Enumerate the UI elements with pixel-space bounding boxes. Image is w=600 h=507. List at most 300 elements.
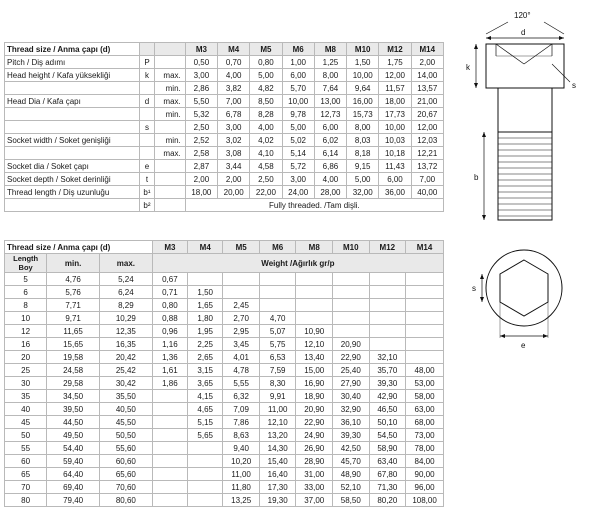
cell: 5,55 [223, 377, 260, 390]
max-value: 60,60 [99, 455, 152, 468]
table-row [5, 494, 444, 507]
cell: 0,88 [152, 312, 187, 325]
header-m14: M14 [406, 241, 444, 254]
cell: 0,70 [218, 56, 250, 69]
cell: 6,32 [223, 390, 260, 403]
row-symbol [139, 108, 155, 121]
cell: 32,00 [347, 186, 379, 199]
length-value: 8 [5, 299, 47, 312]
header-m5: M5 [250, 43, 282, 56]
cell: 90,00 [406, 468, 444, 481]
row-symbol: d [139, 95, 155, 108]
cell: 12,00 [411, 121, 443, 134]
cell: 33,00 [296, 481, 333, 494]
cell [333, 312, 370, 325]
table-row [5, 338, 444, 351]
min-value: 44,50 [47, 416, 100, 429]
cell [406, 325, 444, 338]
length-value: 35 [5, 390, 47, 403]
cell: 15,00 [296, 364, 333, 377]
min-value: 69,40 [47, 481, 100, 494]
cell: 1,61 [152, 364, 187, 377]
cell: 3,00 [282, 173, 314, 186]
cell: 53,00 [406, 377, 444, 390]
weight-table [4, 240, 444, 507]
cell: 10,90 [296, 325, 333, 338]
cell: 5,00 [282, 121, 314, 134]
header-weight: Weight /Ağırlık gr/p [152, 254, 443, 273]
cell: 48,90 [333, 468, 370, 481]
cell [152, 481, 187, 494]
cell: 2,65 [188, 351, 223, 364]
table-row [5, 429, 444, 442]
min-value: 7,71 [47, 299, 100, 312]
cell: 18,90 [296, 390, 333, 403]
cell: 0,50 [185, 56, 217, 69]
cell [369, 286, 406, 299]
length-value: 5 [5, 273, 47, 286]
cell: 8,30 [259, 377, 296, 390]
cell [406, 299, 444, 312]
row-label: Socket width / Soket genişliği [5, 134, 140, 147]
header-m8: M8 [314, 43, 346, 56]
cell: 2,52 [185, 134, 217, 147]
table-row [5, 160, 444, 173]
cell: 7,00 [411, 173, 443, 186]
cell: 84,00 [406, 455, 444, 468]
min-value: 15,65 [47, 338, 100, 351]
cell: 22,90 [296, 416, 333, 429]
cell [296, 312, 333, 325]
angle-label: 120° [514, 11, 531, 20]
row-label: Thread length / Diş uzunluğu [5, 186, 140, 199]
max-value: 70,60 [99, 481, 152, 494]
cell: 3,00 [218, 121, 250, 134]
cell: 14,00 [411, 69, 443, 82]
length-value: 10 [5, 312, 47, 325]
cell: 8,00 [347, 121, 379, 134]
row-label [5, 121, 140, 134]
cell: 58,00 [406, 390, 444, 403]
cell: 8,00 [314, 69, 346, 82]
header-min: min. [47, 254, 100, 273]
cell [333, 273, 370, 286]
cell [406, 351, 444, 364]
table-row [5, 286, 444, 299]
cell: 5,00 [347, 173, 379, 186]
cell: 3,08 [218, 147, 250, 160]
max-value: 10,29 [99, 312, 152, 325]
cell: 3,82 [218, 82, 250, 95]
header-m6: M6 [282, 43, 314, 56]
cell: 7,59 [259, 364, 296, 377]
cell: 15,40 [259, 455, 296, 468]
table-row [5, 455, 444, 468]
row-symbol: e [139, 160, 155, 173]
cell [152, 416, 187, 429]
row-minmax: min. [155, 82, 185, 95]
cell: 0,71 [152, 286, 187, 299]
cell: 20,00 [218, 186, 250, 199]
length-value: 12 [5, 325, 47, 338]
cell: 58,90 [369, 442, 406, 455]
cell: 12,00 [379, 69, 411, 82]
row-minmax: max. [155, 69, 185, 82]
length-value: 55 [5, 442, 47, 455]
cell: 13,25 [223, 494, 260, 507]
cell [188, 442, 223, 455]
cell: 2,25 [188, 338, 223, 351]
min-value: 9,71 [47, 312, 100, 325]
table-row [5, 312, 444, 325]
cell: 2,58 [185, 147, 217, 160]
cell: 4,00 [250, 121, 282, 134]
cell: 52,10 [333, 481, 370, 494]
cell: 13,57 [411, 82, 443, 95]
table-row [5, 56, 444, 69]
row-label: Socket dia / Soket çapı [5, 160, 140, 173]
cell: 4,00 [314, 173, 346, 186]
header-length: Length Boy [5, 254, 47, 273]
row-symbol: s [139, 121, 155, 134]
cell: 28,00 [314, 186, 346, 199]
cell: 10,03 [379, 134, 411, 147]
row-label [5, 108, 140, 121]
cell: 3,00 [185, 69, 217, 82]
s-label: s [572, 81, 576, 90]
min-value: 34,50 [47, 390, 100, 403]
table-row [5, 108, 444, 121]
table-row [5, 299, 444, 312]
cell: 7,86 [223, 416, 260, 429]
max-value: 6,24 [99, 286, 152, 299]
min-value: 19,58 [47, 351, 100, 364]
d-label: d [521, 28, 526, 37]
cell: 21,00 [411, 95, 443, 108]
row-minmax [155, 121, 185, 134]
cell: 6,53 [259, 351, 296, 364]
row-symbol: t [139, 173, 155, 186]
header-symbol [139, 43, 155, 56]
cell: 20,90 [333, 338, 370, 351]
max-value: 65,60 [99, 468, 152, 481]
table-row [5, 273, 444, 286]
cell: 24,90 [296, 429, 333, 442]
fully-threaded-note: Fully threaded. /Tam dişli. [185, 199, 443, 212]
cell [188, 468, 223, 481]
min-value: 64,40 [47, 468, 100, 481]
cell: 4,02 [250, 134, 282, 147]
cell: 16,40 [259, 468, 296, 481]
cell: 17,30 [259, 481, 296, 494]
cell: 6,00 [314, 121, 346, 134]
min-value: 54,40 [47, 442, 100, 455]
row-symbol: b² [139, 199, 155, 212]
length-value: 50 [5, 429, 47, 442]
table-row [5, 82, 444, 95]
cell: 10,18 [379, 147, 411, 160]
cell: 3,65 [188, 377, 223, 390]
cell: 13,00 [314, 95, 346, 108]
cell: 10,00 [379, 121, 411, 134]
header-m5: M5 [223, 241, 260, 254]
max-value: 40,50 [99, 403, 152, 416]
cell: 0,80 [152, 299, 187, 312]
cell [406, 273, 444, 286]
cell: 4,00 [218, 69, 250, 82]
cell: 5,32 [185, 108, 217, 121]
k-label: k [466, 63, 470, 72]
cell: 1,25 [314, 56, 346, 69]
cell: 39,30 [333, 429, 370, 442]
cell: 10,00 [282, 95, 314, 108]
cell: 67,80 [369, 468, 406, 481]
cell: 20,67 [411, 108, 443, 121]
min-value: 4,76 [47, 273, 100, 286]
cell: 46,50 [369, 403, 406, 416]
table-row [5, 351, 444, 364]
length-value: 40 [5, 403, 47, 416]
cell: 54,50 [369, 429, 406, 442]
cell [152, 429, 187, 442]
cell: 71,30 [369, 481, 406, 494]
cell: 63,40 [369, 455, 406, 468]
cell: 16,90 [296, 377, 333, 390]
cell [296, 273, 333, 286]
table-row [5, 442, 444, 455]
cell: 36,10 [333, 416, 370, 429]
row-label: Socket depth / Soket derinliği [5, 173, 140, 186]
cell: 3,44 [218, 160, 250, 173]
cell: 6,78 [218, 108, 250, 121]
cell: 1,50 [188, 286, 223, 299]
cell: 1,00 [282, 56, 314, 69]
cell: 9,40 [223, 442, 260, 455]
cell: 0,96 [152, 325, 187, 338]
table-row [5, 481, 444, 494]
cell: 73,00 [406, 429, 444, 442]
length-value: 60 [5, 455, 47, 468]
cell: 8,50 [250, 95, 282, 108]
header-m12: M12 [369, 241, 406, 254]
cell: 11,57 [379, 82, 411, 95]
cell: 108,00 [406, 494, 444, 507]
header-max: max. [99, 254, 152, 273]
b-label: b [474, 173, 479, 182]
header-m4: M4 [188, 241, 223, 254]
max-value: 30,42 [99, 377, 152, 390]
cell: 4,70 [259, 312, 296, 325]
table-header-row [5, 241, 444, 254]
min-value: 24,58 [47, 364, 100, 377]
cell: 1,86 [152, 377, 187, 390]
cell: 2,95 [223, 325, 260, 338]
cell: 68,00 [406, 416, 444, 429]
e-label: e [521, 341, 526, 350]
cell: 37,00 [296, 494, 333, 507]
length-value: 20 [5, 351, 47, 364]
cell [152, 390, 187, 403]
min-value: 29,58 [47, 377, 100, 390]
cell [259, 299, 296, 312]
row-label [5, 199, 140, 212]
cell [296, 299, 333, 312]
header-thread-size: Thread size / Anma çapı (d) [5, 43, 140, 56]
cell: 6,00 [282, 69, 314, 82]
cell: 17,73 [379, 108, 411, 121]
cell: 5,00 [250, 69, 282, 82]
cell: 13,40 [296, 351, 333, 364]
cell: 1,80 [188, 312, 223, 325]
header-m10: M10 [333, 241, 370, 254]
row-symbol [139, 134, 155, 147]
cell: 2,45 [223, 299, 260, 312]
cell: 11,00 [223, 468, 260, 481]
cell: 16,00 [347, 95, 379, 108]
table-row [5, 390, 444, 403]
cell: 10,00 [347, 69, 379, 82]
cell: 2,00 [411, 56, 443, 69]
screw-side-view-drawing [452, 4, 598, 224]
table-row [5, 121, 444, 134]
length-value: 6 [5, 286, 47, 299]
row-minmax: max. [155, 147, 185, 160]
cell [369, 325, 406, 338]
cell: 13,72 [411, 160, 443, 173]
cell: 3,45 [223, 338, 260, 351]
row-symbol [139, 82, 155, 95]
min-value: 59,40 [47, 455, 100, 468]
cell: 4,10 [250, 147, 282, 160]
cell [188, 455, 223, 468]
cell [152, 455, 187, 468]
cell [333, 286, 370, 299]
cell: 80,20 [369, 494, 406, 507]
cell [152, 403, 187, 416]
header-m12: M12 [379, 43, 411, 56]
table-row [5, 364, 444, 377]
dimensions-table [4, 42, 444, 212]
cell: 5,15 [188, 416, 223, 429]
header-m10: M10 [347, 43, 379, 56]
min-value: 39,50 [47, 403, 100, 416]
min-value: 11,65 [47, 325, 100, 338]
cell: 1,95 [188, 325, 223, 338]
cell: 1,36 [152, 351, 187, 364]
row-label: Head height / Kafa yüksekliği [5, 69, 140, 82]
length-value: 65 [5, 468, 47, 481]
cell: 7,64 [314, 82, 346, 95]
cell: 20,90 [296, 403, 333, 416]
cell [152, 494, 187, 507]
cell: 1,75 [379, 56, 411, 69]
header-m4: M4 [218, 43, 250, 56]
table-row [5, 468, 444, 481]
cell: 2,70 [223, 312, 260, 325]
cell: 11,80 [223, 481, 260, 494]
length-value: 70 [5, 481, 47, 494]
row-symbol: P [139, 56, 155, 69]
max-value: 45,50 [99, 416, 152, 429]
min-value: 49,50 [47, 429, 100, 442]
cell: 3,15 [188, 364, 223, 377]
row-minmax [155, 173, 185, 186]
cell [406, 312, 444, 325]
header-minmax [155, 43, 185, 56]
cell: 58,50 [333, 494, 370, 507]
table-subheader-row [5, 254, 444, 273]
cell: 32,90 [333, 403, 370, 416]
cell: 22,00 [250, 186, 282, 199]
min-value: 79,40 [47, 494, 100, 507]
cell: 28,90 [296, 455, 333, 468]
row-label: Pitch / Diş adımı [5, 56, 140, 69]
header-m6: M6 [259, 241, 296, 254]
cell: 2,50 [185, 121, 217, 134]
cell: 26,90 [296, 442, 333, 455]
cell: 18,00 [379, 95, 411, 108]
table-row [5, 377, 444, 390]
cell: 25,40 [333, 364, 370, 377]
cell: 30,40 [333, 390, 370, 403]
cell: 5,14 [282, 147, 314, 160]
row-label [5, 82, 140, 95]
max-value: 35,50 [99, 390, 152, 403]
cell: 96,00 [406, 481, 444, 494]
s-label-top: s [472, 284, 476, 293]
cell: 11,43 [379, 160, 411, 173]
cell: 5,50 [185, 95, 217, 108]
cell: 4,58 [250, 160, 282, 173]
cell: 7,09 [223, 403, 260, 416]
cell: 4,82 [250, 82, 282, 95]
max-value: 16,35 [99, 338, 152, 351]
cell [296, 286, 333, 299]
row-minmax [155, 160, 185, 173]
cell [223, 273, 260, 286]
row-minmax [155, 199, 185, 212]
table-header-row [5, 43, 444, 56]
cell [152, 442, 187, 455]
row-minmax: max. [155, 95, 185, 108]
row-minmax: min. [155, 134, 185, 147]
length-value: 30 [5, 377, 47, 390]
cell: 22,90 [333, 351, 370, 364]
max-value: 12,35 [99, 325, 152, 338]
cell: 7,00 [218, 95, 250, 108]
cell: 12,73 [314, 108, 346, 121]
cell: 12,03 [411, 134, 443, 147]
row-minmax [155, 186, 185, 199]
length-value: 25 [5, 364, 47, 377]
cell: 32,10 [369, 351, 406, 364]
row-symbol [139, 147, 155, 160]
cell: 6,86 [314, 160, 346, 173]
cell: 5,07 [259, 325, 296, 338]
cell: 4,78 [223, 364, 260, 377]
cell: 4,01 [223, 351, 260, 364]
table-row [5, 134, 444, 147]
cell [259, 286, 296, 299]
cell [259, 273, 296, 286]
cell: 12,10 [296, 338, 333, 351]
cell: 1,16 [152, 338, 187, 351]
cell: 11,00 [259, 403, 296, 416]
table-row [5, 173, 444, 186]
cell: 8,28 [250, 108, 282, 121]
cell: 40,00 [411, 186, 443, 199]
cell [406, 338, 444, 351]
